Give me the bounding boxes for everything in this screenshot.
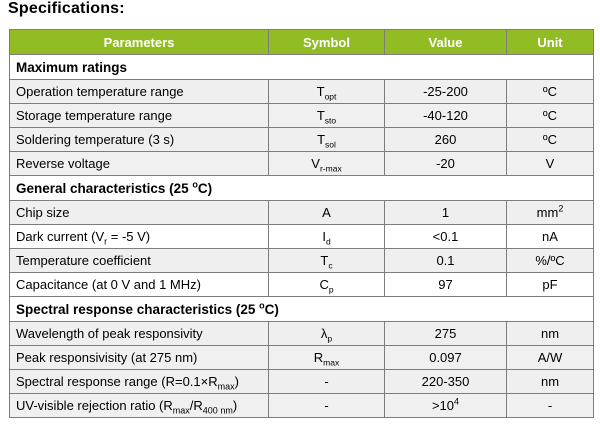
- value-text: 0.1: [436, 253, 455, 268]
- table-row: [10, 225, 594, 249]
- parameter-cell: [10, 273, 269, 297]
- symbol-sub: max: [323, 357, 340, 368]
- parameter-text: Reverse voltage: [16, 156, 110, 171]
- parameter-sub2: 400 nm: [202, 405, 233, 416]
- unit-cell: [507, 152, 594, 176]
- unit-cell: [507, 249, 594, 273]
- symbol-cell: [269, 104, 385, 128]
- section-title-text: General characteristics (25: [16, 180, 193, 196]
- symbol-text: T: [316, 108, 325, 123]
- parameter-cell: [10, 370, 269, 394]
- value-text: 97: [438, 277, 453, 292]
- value-text: -40-120: [423, 108, 468, 123]
- unit-text: pF: [542, 277, 558, 292]
- symbol-sub: sol: [325, 139, 336, 150]
- parameter-cell: [10, 225, 269, 249]
- parameter-text: Operation temperature range: [16, 84, 184, 99]
- table-header-row: [10, 30, 594, 55]
- value-text: >10: [431, 398, 455, 413]
- section-header-row: [10, 297, 594, 322]
- unit-text: %/ºC: [535, 253, 565, 268]
- section-header-row: [10, 176, 594, 201]
- unit-text: mm: [536, 205, 559, 220]
- value-cell: [385, 104, 507, 128]
- table-row: [10, 346, 594, 370]
- symbol-text: V: [311, 156, 320, 171]
- parameter-text: Storage temperature range: [16, 108, 173, 123]
- parameter-text: Spectral response range (R=0.1×R: [16, 374, 218, 389]
- unit-cell: [507, 80, 594, 104]
- parameter-mid: /R: [189, 398, 203, 413]
- value-cell: [385, 152, 507, 176]
- value-cell: [385, 80, 507, 104]
- symbol-text: T: [320, 253, 329, 268]
- unit-text: ºC: [542, 84, 558, 99]
- parameter-text: Chip size: [16, 205, 70, 220]
- table-row: [10, 322, 594, 346]
- unit-cell: [507, 370, 594, 394]
- value-sup: 4: [454, 396, 460, 407]
- section-title-sup: o: [259, 300, 265, 310]
- table-row: [10, 152, 594, 176]
- value-text: -20: [436, 156, 455, 171]
- symbol-text: A: [322, 205, 331, 220]
- value-cell: [385, 128, 507, 152]
- symbol-text: T: [317, 132, 326, 147]
- unit-text: V: [545, 156, 555, 171]
- unit-text: nm: [540, 326, 560, 341]
- symbol-cell: [269, 128, 385, 152]
- parameter-cell: [10, 201, 269, 225]
- value-cell: [385, 322, 507, 346]
- section-title-text: Spectral response characteristics (25: [16, 301, 260, 317]
- unit-cell: [507, 346, 594, 370]
- table-row: [10, 201, 594, 225]
- symbol-cell: [269, 346, 385, 370]
- parameter-text: Temperature coefficient: [16, 253, 151, 268]
- parameter-cell: [10, 152, 269, 176]
- section-title: [10, 176, 594, 201]
- parameter-cell: [10, 128, 269, 152]
- section-title-sup: o: [192, 179, 198, 189]
- unit-text: nm: [540, 374, 560, 389]
- symbol-sub: sto: [324, 115, 337, 126]
- value-cell: [385, 201, 507, 225]
- parameter-sub: max: [172, 405, 190, 416]
- parameter-cell: [10, 80, 269, 104]
- symbol-text: R: [313, 350, 324, 365]
- section-title: [10, 55, 594, 80]
- value-text: 260: [434, 132, 457, 147]
- parameter-sub: r: [104, 236, 108, 247]
- symbol-cell: [269, 249, 385, 273]
- parameter-tail: = -5 V): [107, 229, 151, 244]
- symbol-cell: [269, 322, 385, 346]
- value-text: 220-350: [421, 374, 470, 389]
- column-header-symbol: Symbol: [269, 30, 385, 55]
- unit-cell: [507, 273, 594, 297]
- parameter-text: Dark current (V: [16, 229, 105, 244]
- column-header-value: Value: [385, 30, 507, 55]
- table-row: [10, 394, 594, 418]
- section-title-tail: C): [197, 180, 213, 196]
- parameter-sub: max: [217, 381, 235, 392]
- symbol-sub: p: [328, 284, 334, 295]
- symbol-cell: [269, 80, 385, 104]
- symbol-sub: c: [328, 260, 333, 271]
- symbol-cell: [269, 273, 385, 297]
- parameter-cell: [10, 346, 269, 370]
- symbol-text: -: [324, 374, 329, 389]
- value-cell: [385, 370, 507, 394]
- parameter-text: UV-visible rejection ratio (R: [16, 398, 173, 413]
- unit-sup: 2: [558, 203, 564, 214]
- specifications-table: [9, 29, 594, 418]
- symbol-text: C: [319, 277, 329, 292]
- section-title-tail: C): [264, 301, 279, 317]
- value-text: <0.1: [432, 229, 459, 244]
- table-row: [10, 80, 594, 104]
- symbol-sub: r-max: [319, 163, 342, 174]
- parameter-cell: [10, 249, 269, 273]
- column-header-parameters: Parameters: [10, 30, 269, 55]
- section-header-row: [10, 55, 594, 80]
- table-row: [10, 273, 594, 297]
- symbol-cell: [269, 225, 385, 249]
- column-header-unit: Unit: [507, 30, 594, 55]
- parameter-cell: [10, 322, 269, 346]
- symbol-sub: opt: [324, 91, 337, 102]
- parameter-text: Capacitance (at 0 V and 1 MHz): [16, 277, 201, 292]
- unit-text: A/W: [537, 350, 563, 365]
- unit-text: nA: [542, 229, 558, 244]
- parameter-text: Soldering temperature (3 s): [16, 132, 175, 147]
- unit-text: ºC: [542, 108, 558, 123]
- unit-cell: [507, 201, 594, 225]
- unit-cell: [507, 128, 594, 152]
- value-text: 1: [441, 205, 450, 220]
- value-cell: [385, 225, 507, 249]
- unit-cell: [507, 394, 594, 418]
- unit-cell: [507, 225, 594, 249]
- symbol-cell: [269, 201, 385, 225]
- parameter-text: Wavelength of peak responsivity: [16, 326, 203, 341]
- parameter-tail: ): [232, 398, 238, 413]
- table-body: [10, 55, 594, 418]
- table-row: [10, 249, 594, 273]
- section-title: [10, 297, 594, 322]
- parameter-tail: ): [234, 374, 239, 389]
- value-text: 0.097: [429, 350, 462, 365]
- value-text: 275: [434, 326, 457, 341]
- table-row: [10, 128, 594, 152]
- parameter-text: Peak responsivisity (at 275 nm): [16, 350, 198, 365]
- section-title-text: Maximum ratings: [16, 59, 128, 75]
- table-row: [10, 104, 594, 128]
- page-title: Specifications:: [8, 0, 125, 17]
- symbol-sub: d: [325, 236, 331, 247]
- parameter-cell: [10, 394, 269, 418]
- symbol-text: I: [322, 229, 326, 244]
- value-text: -25-200: [423, 84, 468, 99]
- symbol-cell: [269, 152, 385, 176]
- value-cell: [385, 273, 507, 297]
- value-cell: [385, 249, 507, 273]
- symbol-cell: [269, 370, 385, 394]
- unit-cell: [507, 322, 594, 346]
- symbol-text: λ: [320, 326, 328, 341]
- value-cell: [385, 346, 507, 370]
- unit-text: ºC: [542, 132, 558, 147]
- symbol-text: -: [324, 398, 329, 413]
- parameter-cell: [10, 104, 269, 128]
- unit-cell: [507, 104, 594, 128]
- symbol-sub: p: [327, 333, 333, 344]
- unit-text: -: [547, 398, 553, 413]
- symbol-cell: [269, 394, 385, 418]
- value-cell: [385, 394, 507, 418]
- table-row: [10, 370, 594, 394]
- symbol-text: T: [316, 84, 325, 99]
